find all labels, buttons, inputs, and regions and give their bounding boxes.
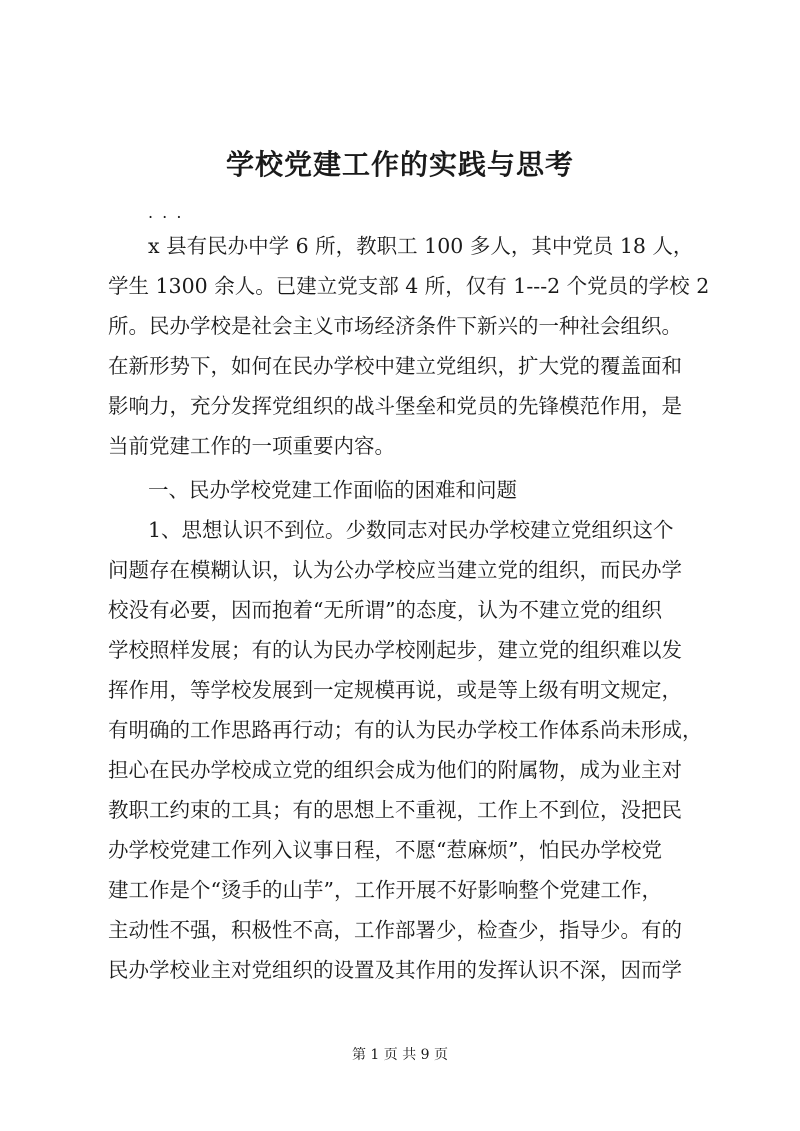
paragraph-line: 挥作用，等学校发展到一定规模再说，或是等上级有明文规定， [108,678,682,702]
paragraph-line: x 县有民办中学 6 所，教职工 100 多人，其中党员 18 人， [148,234,694,258]
document-title: 学校党建工作的实践与思考 [225,148,574,181]
paragraph-line: 影响力，充分发挥党组织的战斗堡垒和党员的先锋模范作用，是 [108,394,682,418]
paragraph-line: 所。民办学校是社会主义市场经济条件下新兴的一种社会组织。 [108,314,682,338]
paragraph-line: 教职工约束的工具；有的思想上不重视，工作上不到位，没把民 [108,798,682,822]
paragraph-line: 当前党建工作的一项重要内容。 [108,434,395,458]
section-heading: 一、民办学校党建工作面临的困难和问题 [148,478,517,502]
page-footer: 第 1 页 共 9 页 [351,1047,449,1063]
paragraph-line: 校没有必要，因而抱着“无所谓”的态度，认为不建立党的组织 [108,598,662,622]
paragraph-line: 1、思想认识不到位。少数同志对民办学校建立党组织这个 [148,518,674,542]
paragraph-line: 有明确的工作思路再行动；有的认为民办学校工作体系尚未形成， [108,718,703,742]
paragraph-line: 问题存在模糊认识，认为公办学校应当建立党的组织，而民办学 [108,558,682,582]
paragraph-line: 办学校党建工作列入议事日程，不愿“惹麻烦”，怕民办学校党 [108,838,662,862]
paragraph-line: 担心在民办学校成立党的组织会成为他们的附属物，成为业主对 [108,758,682,782]
ellipsis-marker: . . . [148,203,184,222]
paragraph-line: 民办学校业主对党组织的设置及其作用的发挥认识不深，因而学 [108,958,682,982]
paragraph-line: 学生 1300 余人。已建立党支部 4 所，仅有 1---2 个党员的学校 2 [108,274,710,298]
paragraph-line: 主动性不强，积极性不高，工作部署少，检查少，指导少。有的 [108,918,682,942]
paragraph-line: 在新形势下，如何在民办学校中建立党组织，扩大党的覆盖面和 [108,354,682,378]
paragraph-line: 学校照样发展；有的认为民办学校刚起步，建立党的组织难以发 [108,638,682,662]
paragraph-line: 建工作是个“烫手的山芋”，工作开展不好影响整个党建工作， [108,878,662,902]
